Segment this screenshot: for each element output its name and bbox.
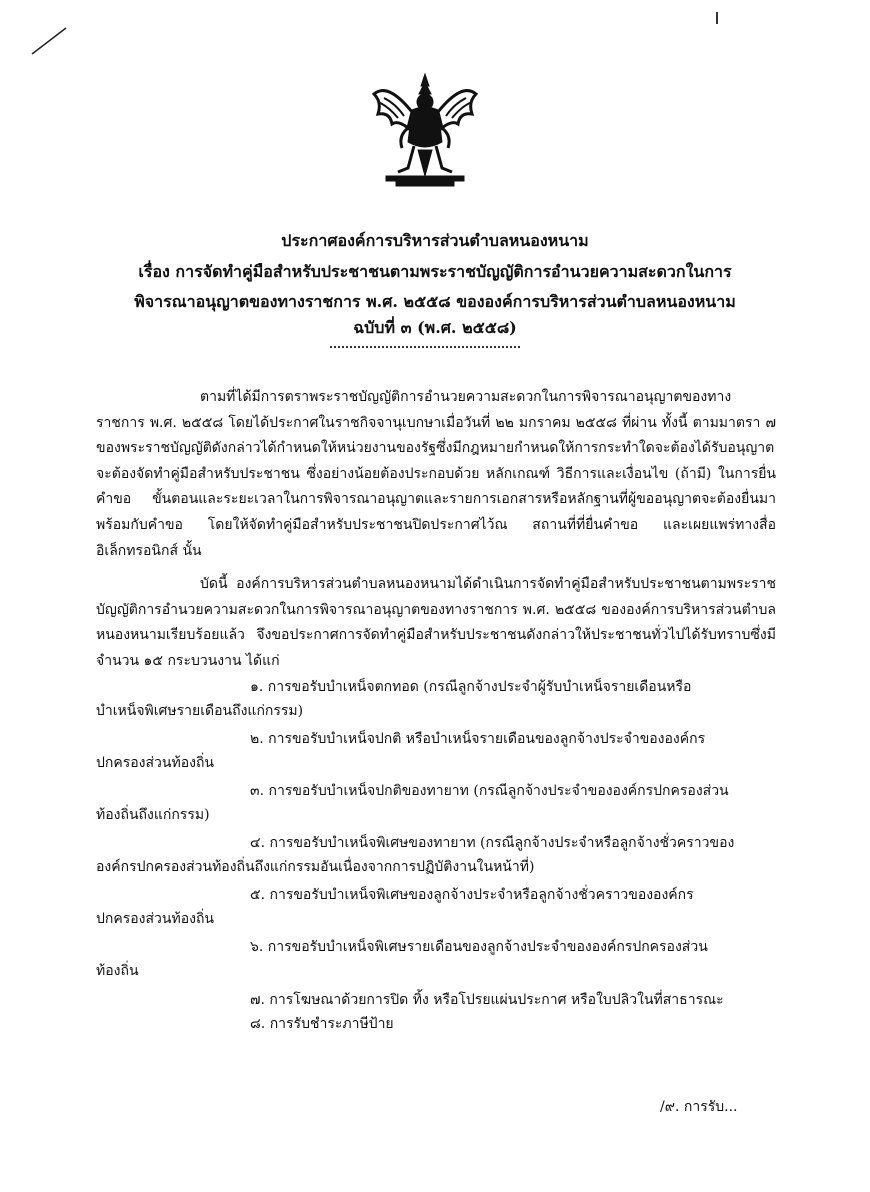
pen-stroke-mark <box>30 26 70 56</box>
list-item-continuation: บำเหน็จพิเศษรายเดือนถึงแก่กรรม) <box>96 703 304 719</box>
list-item <box>96 727 776 775</box>
list-item-continuation: ปกครองส่วนท้องถิ่น <box>96 755 214 771</box>
garuda-emblem-icon <box>368 72 482 188</box>
announcement-title: ประกาศองค์การบริหารส่วนตำบลหนองหนาม <box>281 231 589 250</box>
issue-number: ฉบับที่ ๓ (พ.ศ. ๒๕๕๘) <box>353 318 517 337</box>
list-item <box>96 675 776 723</box>
list-item-continuation: ปกครองส่วนท้องถิ่น <box>96 911 214 927</box>
body-paragraph-1 <box>96 385 776 564</box>
list-item-first-line: ๑. การขอรับบำเหน็จตกทอด (กรณีลูกจ้างประจำผู้รับบำเหน็จรายเดือนหรือ <box>250 679 692 695</box>
list-item-first-line: ๖. การขอรับบำเหน็จพิเศษรายเดือนของลูกจ้างประจำขององค์กรปกครองส่วน <box>250 939 708 955</box>
list-item-first-line: ๘. การรับชำระภาษีป้าย <box>250 1016 394 1032</box>
list-item-continuation: ท้องถิ่น <box>96 963 139 979</box>
list-item <box>96 988 776 1012</box>
paragraph-1-text: ตามที่ได้มีการตราพระราชบัญญัติการอำนวยความสะดวกในการพิจารณาอนุญาตของทางราชการ พ.ศ. ๒๕๕๘ โดยได้ประกาศในราชกิจจานุเบกษาเมื่อวันที่ ๒๒ มกราคม ๒๕๕๘ ที่ผ่าน ทั้งนี้ ตามมาตรา ๗ ของพระราชบัญญัติดังกล่าวได้กำหนดให้หน่วยงานของรัฐซึ่งมีกฎหมายกำหนดให้การกระทำใดจะต้องได้รับอนุญาต จะต้องจัดทำคู่มือสำหรับประชาชน ซึ่งอย่างน้อยต้องประกอบด้วย หลักเกณฑ์ วิธีการและเงื่อนไข (ถ้ามี) ในการยื่นคำขอ ขั้นตอนและระยะเวลาในการพิจารณาอนุญาตและรายการเอกสารหรือหลักฐานที่ผู้ขออนุญาตจะต้องยื่นมาพร้อมกับคำขอ โดยให้จัดทำคู่มือสำหรับประชาชนปิดประกาศไว้ณ สถานที่ที่ยื่นคำขอ และเผยแพร่ทางสื่ออิเล็กทรอนิกส์ นั้น <box>96 389 776 559</box>
page-continuation: /๙. การรับ... <box>660 1099 738 1115</box>
subject-line-continued: พิจารณาอนุญาตของทางราชการ พ.ศ. ๒๕๕๘ ขององค์การบริหารส่วนตำบลหนองหนาม <box>134 292 736 311</box>
list-item <box>96 935 776 983</box>
list-item-continuation: ท้องถิ่นถึงแก่กรรม) <box>96 807 210 823</box>
separator-dots <box>330 346 520 348</box>
list-item <box>96 779 776 827</box>
list-item-first-line: ๗. การโฆษณาด้วยการปิด ทิ้ง หรือโปรยแผ่นประกาศ หรือใบปลิวในที่สาธารณะ <box>250 992 724 1008</box>
body-paragraph-2 <box>96 572 776 674</box>
list-item <box>96 883 776 931</box>
list-item-first-line: ๔. การขอรับบำเหน็จพิเศษของทายาท (กรณีลูกจ้างประจำหรือลูกจ้างชั่วคราวของ <box>250 835 735 851</box>
list-item-first-line: ๒. การขอรับบำเหน็จปกติ หรือบำเหน็จรายเดือนของลูกจ้างประจำขององค์กร <box>250 731 706 747</box>
paragraph-2-text: บัดนี้ องค์การบริหารส่วนตำบลหนองหนามได้ดำเนินการจัดทำคู่มือสำหรับประชาชนตามพระราชบัญญัติการอำนวยความสะดวกในการพิจารณาอนุญาตของทางราชการ พ.ศ. ๒๕๕๘ ขององค์การบริหารส่วนตำบลหนองหนามเรียบร้อยแล้ว จึงขอประกาศการจัดทำคู่มือสำหรับประชาชนดังกล่าวให้ประชาชนทั่วไปได้รับทราบซึ่งมีจำนวน ๑๕ กระบวนงาน ได้แก่ <box>96 576 776 669</box>
list-item-first-line: ๕. การขอรับบำเหน็จพิเศษของลูกจ้างประจำหรือลูกจ้างชั่วคราวขององค์กร <box>250 887 694 903</box>
list-item <box>96 1012 776 1036</box>
subject-line: เรื่อง การจัดทำคู่มือสำหรับประชาชนตามพระราชบัญญัติการอำนวยความสะดวกในการ <box>138 262 732 281</box>
list-item-first-line: ๓. การขอรับบำเหน็จปกติของทายาท (กรณีลูกจ้างประจำขององค์กรปกครองส่วน <box>250 783 729 799</box>
list-item-continuation: องค์กรปกครองส่วนท้องถิ่นถึงแก่กรรมอันเนื่องจากการปฏิบัติงานในหน้าที่) <box>96 859 535 875</box>
edge-mark <box>716 12 718 24</box>
list-item <box>96 831 776 879</box>
